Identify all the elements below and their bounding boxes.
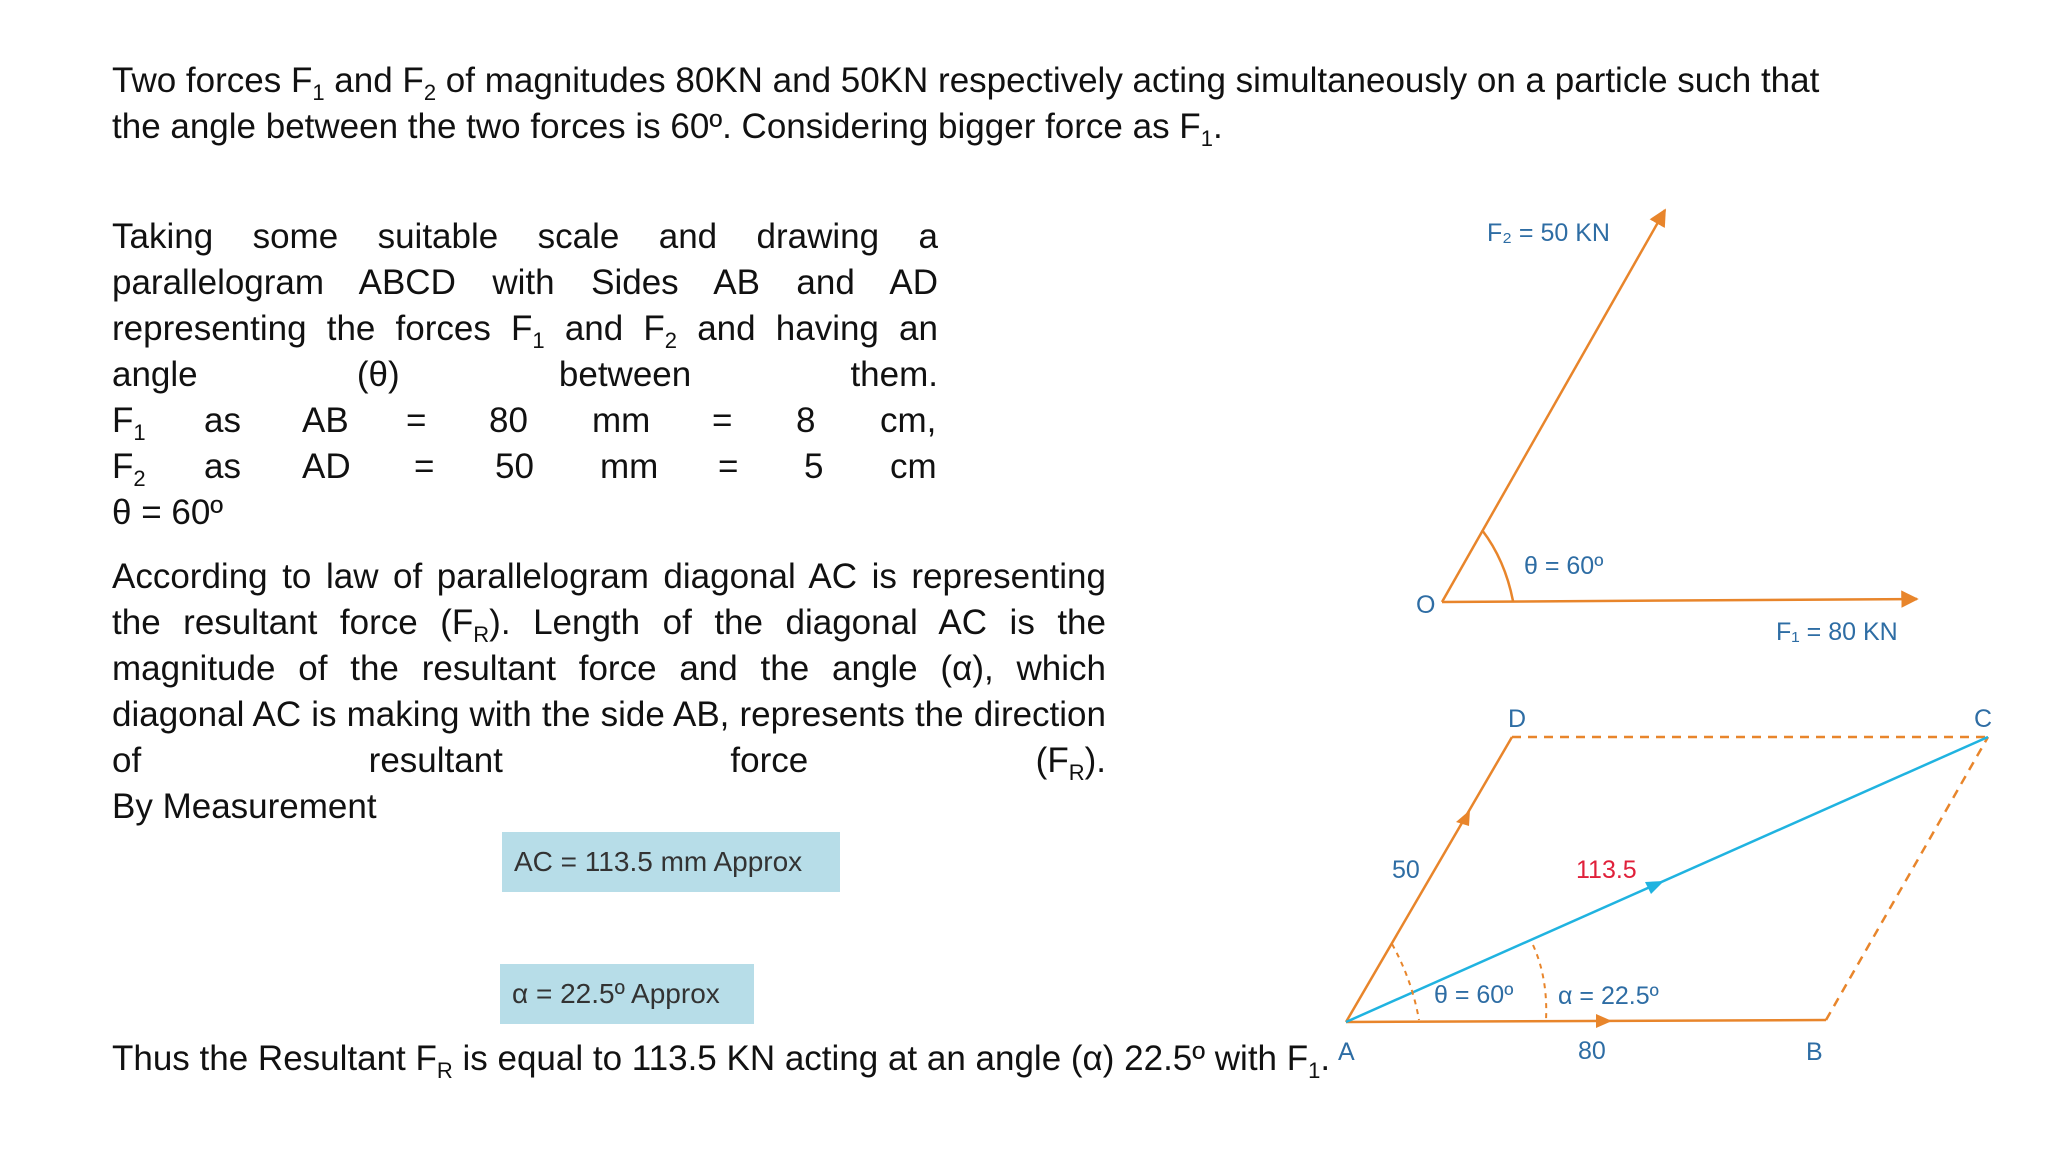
alpha-arc: [1533, 945, 1546, 1020]
intro-paragraph: Two forces $F_1$ and $F_2$ of magnitudes 80KN and 50KN respectively acting simultaneously on a particle such that the angle between the two forces is 60º. Considering bigger force as $F_1$.: [112, 61, 1820, 151]
side-ad-length-label: 50: [1392, 856, 1420, 884]
theta-label-top: θ = 60º: [1524, 552, 1604, 580]
alpha-result-box: α = 22.5º Approx: [500, 964, 754, 1024]
diagonal-ac: [1346, 737, 1988, 1022]
scale-row-f1: $F_1$ as AB = 80 mm = 8 cm,: [112, 401, 937, 445]
f1-label: F₁ = 80 KN: [1776, 618, 1898, 646]
side-ab: [1346, 1020, 1826, 1022]
setup-paragraph: Taking some suitable scale and drawing a parallelogram ABCD with Sides AB and AD representing the forces $F_1$ and $F_2$ and having an angle (θ) between them.: [112, 217, 938, 394]
law-paragraph: According to law of parallelogram diagonal AC is representing the resultant force $(F_R)$. Length of the diagonal AC is the magnitude of the resultant force and the angle (α), which diagonal AC is making with the side AB, represents the direction of resultant force $(F_R)$.: [112, 557, 1106, 785]
side-bc: [1826, 737, 1988, 1020]
top-force-diagram: [1416, 210, 1917, 646]
side-ab-length-label: 80: [1578, 1037, 1606, 1065]
vertex-a-label: A: [1338, 1038, 1355, 1066]
side-ad: [1346, 737, 1512, 1022]
scale-row-f2: $F_2$ as AD = 50 mm = 5 cm: [112, 447, 937, 491]
ac-result-box: AC = 113.5 mm Approx: [502, 832, 840, 892]
origin-label: O: [1416, 591, 1436, 619]
alpha-label: α = 22.5º: [1558, 982, 1659, 1010]
vertex-c-label: C: [1974, 705, 1993, 733]
f2-label: F₂ = 50 KN: [1487, 219, 1610, 247]
diagonal-arrowhead: [1645, 881, 1664, 894]
side-ad-arrowhead: [1456, 810, 1470, 826]
diagonal-length-label: 113.5: [1576, 856, 1637, 884]
theta-arc-bottom: [1392, 944, 1419, 1020]
side-ab-arrowhead: [1596, 1014, 1612, 1028]
vertex-d-label: D: [1508, 705, 1527, 733]
theta-line: θ = 60º: [112, 493, 224, 532]
f2-vector: [1442, 210, 1665, 602]
parallelogram-diagram: [1338, 705, 1992, 1066]
theta-arc-top: [1482, 530, 1513, 601]
theta-label-bottom: θ = 60º: [1434, 981, 1514, 1009]
by-measurement-label: By Measurement: [112, 787, 377, 826]
vertex-b-label: B: [1806, 1038, 1823, 1066]
conclusion-line: Thus the Resultant $F_R$ is equal to 113.5 KN acting at an angle (α) 22.5º with $F_1$.: [112, 1039, 1331, 1083]
